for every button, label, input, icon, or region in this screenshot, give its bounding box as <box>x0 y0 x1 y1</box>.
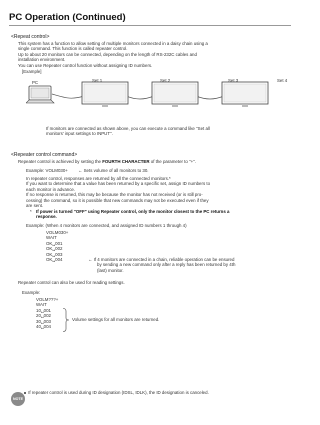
note-text-body: If repeater control is used during ID designation (IDSL, IDLK), the ID designation is canceled. <box>28 390 209 395</box>
text-line: are sent. <box>26 203 44 209</box>
example3-lines <box>36 297 58 329</box>
asterisk-mark: * <box>30 209 32 214</box>
example2-lines <box>46 230 68 262</box>
code-line: 40␣004 <box>36 324 51 330</box>
diagram-caption <box>46 126 210 137</box>
repeat-control-para <box>18 41 208 68</box>
code-line: 30␣003 <box>36 318 51 324</box>
monitor-set-1-icon <box>82 82 128 107</box>
text-line: monitors' input settings to INPUT". <box>46 131 113 137</box>
text-line: response. <box>36 214 57 220</box>
code-line: VOLM???+ <box>36 297 59 302</box>
diagram-set-4-label: Set 4 <box>277 78 288 83</box>
code-line: OK␣004 <box>46 257 63 263</box>
note-badge-label: NOTE <box>13 396 23 401</box>
text-line: cessing) the command, so it is possible that new commands may not be executed even if they <box>26 197 209 203</box>
example3-label: Example: <box>22 290 41 295</box>
intro-text: Repeater control is achieved by setting the <box>18 159 103 164</box>
text-line: If you want to determine that a value has been returned by a specific set, assign ID numbers to <box>26 181 211 187</box>
diagram-set-2-label: Set 2 <box>160 78 171 83</box>
text-line: You can use Repeater control function without assigning ID numbers. <box>18 62 153 68</box>
power-off-note <box>36 209 229 220</box>
reading-intro: Repeater control can also be used for reading settings. <box>18 280 125 285</box>
brace-icon <box>62 308 70 332</box>
repeater-command-intro <box>18 159 196 164</box>
code-line: VOLM030+ <box>46 230 69 235</box>
text-line: If no response is returned, this may be because the monitor has not received (or is still pro- <box>26 192 203 198</box>
code-line: OK␣003 <box>46 251 63 257</box>
text-line: (last) monitor. <box>97 267 124 273</box>
title-rule <box>9 25 291 26</box>
text-line: If monitors are connected as shown above, you can execute a command like "Set all <box>46 126 210 131</box>
intro-text-end: of the parameter to "+". <box>149 159 196 164</box>
diagram-set-3-label: Set 3 <box>228 78 239 83</box>
text-line: If power is turned "OFF" using Repeater control, only the monitor closest to the PC returns a <box>36 209 230 214</box>
example2-label: Example: (When 4 monitors are connected, and assigned ID numbers 1 through 4) <box>26 223 187 228</box>
example-command-note: ← Sets volume of all monitors to 30. <box>78 168 149 173</box>
text-line: ← If 4 monitors are connected in a chain, reliable operation can be ensured <box>88 257 235 262</box>
monitor-set-2-icon <box>152 82 198 107</box>
code-line: 10␣001 <box>36 307 51 313</box>
text-line: by sending a new command only after a reply has been returned by 4th <box>97 262 236 268</box>
bullet-icon <box>24 392 26 394</box>
text-line: single command. This function is called repeater control. <box>18 46 128 52</box>
laptop-icon <box>26 86 54 103</box>
text-line: Up to about 20 monitors can be connected, depending on the length of RS-232C cables and <box>18 51 197 57</box>
page-title: PC Operation (Continued) <box>9 12 126 23</box>
text-line: each monitor in advance. <box>26 186 76 192</box>
code-line: WAIT <box>46 235 57 241</box>
code-line: OK␣001 <box>46 240 63 246</box>
diagram-set-1-label: Set 1 <box>92 78 103 83</box>
repeater-command-para <box>26 176 210 208</box>
note-badge <box>11 392 25 406</box>
text-line: In repeater control, responses are returned by all the connected monitors.* <box>26 176 171 181</box>
code-line: 20␣002 <box>36 313 51 319</box>
code-line: WAIT <box>36 302 47 308</box>
repeater-command-heading: <Repeater control command> <box>11 152 78 158</box>
daisy-chain-diagram <box>26 76 276 116</box>
diagram-pc-label: PC <box>32 80 39 85</box>
code-line: OK␣002 <box>46 246 63 252</box>
monitor-set-3-icon <box>222 82 268 107</box>
text-line: installation environment. <box>18 57 66 63</box>
example-command: Example: VOLM030+ <box>26 168 68 173</box>
example2-note <box>88 257 235 273</box>
example3-note: Volume settings for all monitors are returned. <box>72 317 160 322</box>
example-label: [Example] <box>22 69 42 74</box>
repeat-control-heading: <Repeat control> <box>11 34 50 40</box>
text-line: This system has a function to allow setting of multiple monitors connected in a daisy chain using a <box>18 41 208 46</box>
note-text <box>24 390 209 395</box>
intro-bold-text: FOURTH CHARACTER <box>102 159 150 164</box>
